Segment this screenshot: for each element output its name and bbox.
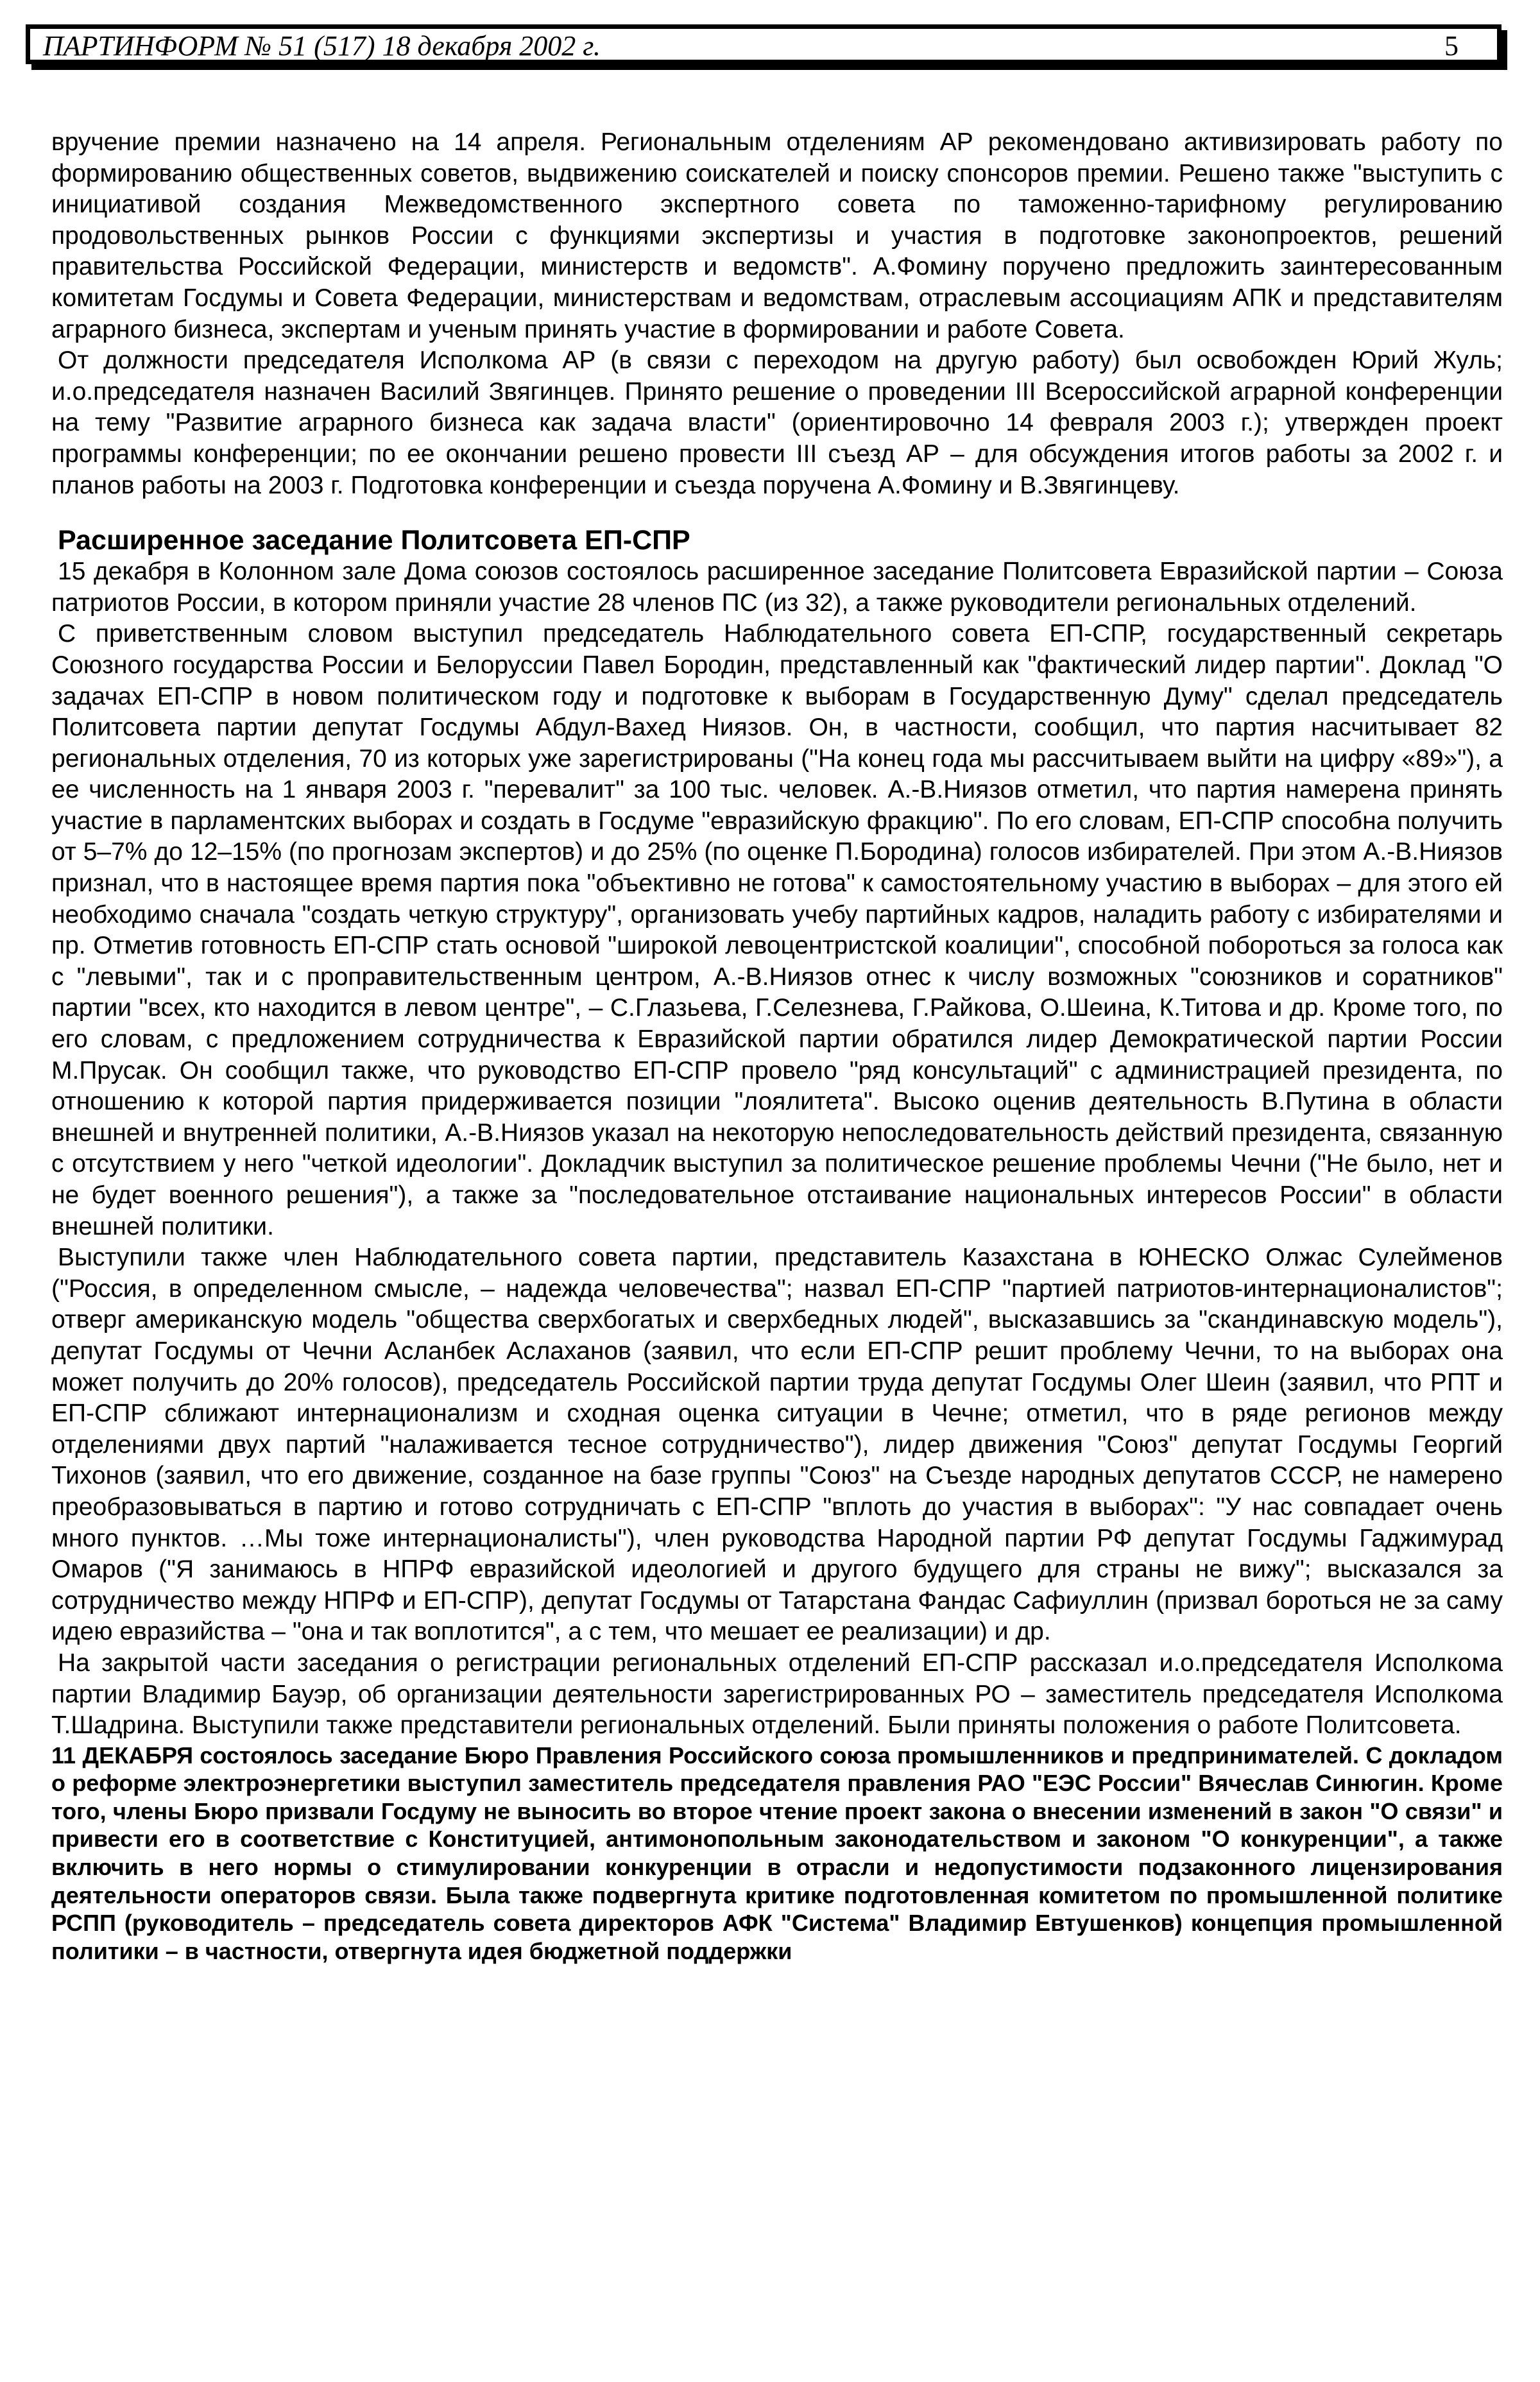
paragraph: От должности председателя Исполкома АР (в связи с переходом на другую работу) был освобожден Юрий Жуль; и.о.председателя назначен Василий Звягинцев. Принято решение о проведении III Всероссийской аграрной конференции на тему "Развитие аграрного бизнеса как задача власти" (ориентировочно 14 февраля 2003 г.); утвержден проект программы конференции; по ее окончании решено провести III съезд АР – для обсуждения итогов работы за 2002 г. и планов работы на 2003 г. Подготовка конференции и съезда поручена А.Фомину и В.Звягинцеву. xyxy=(51,347,1503,499)
page-number: 5 xyxy=(1444,30,1459,62)
paragraph: С приветственным словом выступил председатель Наблюдательного совета ЕП-СПР, государственный секретарь Союзного государства России и Белоруссии Павел Бородин, представленный как "фактический лидер партии". Доклад "О задачах ЕП-СПР в новом политическом году и подготовке к выборам в Государственную Думу" сделал председатель Политсовета партии депутат Госдумы Абдул-Вахед Ниязов. Он, в частности, сообщил, что партия насчитывает 82 региональных отделения, 70 из которых уже зарегистрированы ("На конец года мы рассчитываем выйти на цифру «89»"), а ее численность на 1 января 2003 г. "перевалит" за 100 тыс. человек. А.-В.Ниязов отметил, что партия намерена принять участие в парламентских выборах и создать в Госдуме "евразийскую фракцию". По его словам, ЕП-СПР способна получить от 5–7% до 12–15% (по прогнозам экспертов) и до 25% (по оценке П.Бородина) голосов избирателей. При этом А.-В.Ниязов признал, что в настоящее время партия пока "объективно не готова" к самостоятельному участию в выборах – для этого ей необходимо сначала "создать четкую структуру", организовать учебу партийных кадров, наладить работу с избирателями и пр. Отметив готовность ЕП-СПР стать основой "широкой левоцентристской коалиции", способной побороться за голоса как с "левыми", так и с проправительственным центром, А.-В.Ниязов отнес к числу возможных "союзников и соратников" партии "всех, кто находится в левом центре", – С.Глазьева, Г.Селезнева, Г.Райкова, О.Шеина, К.Титова и др. Кроме того, по его словам, с предложением сотрудничества к Евразийской партии обратился лидер Демократической партии России М.Прусак. Он сообщил также, что руководство ЕП-СПР провело "ряд консультаций" с администрацией президента, по отношению к которой партия придерживается позиции "лоялитета". Высоко оценив деятельность В.Путина в области внешней и внутренней политики, А.-В.Ниязов указал на некоторую непоследовательность действий президента, связанную с отсутствием у него "четкой идеологии". Докладчик выступил за политическое решение проблемы Чечни ("Не было, нет и не будет военного решения"), а также за "последовательное отстаивание национальных интересов России" в области внешней политики. xyxy=(51,620,1503,1240)
paragraph: вручение премии назначено на 14 апреля. Региональным отделениям АР рекомендовано активизировать работу по формированию общественных советов, выдвижению соискателей и поиску спонсоров премии. Решено также "выступить с инициативой создания Межведомственного экспертного совета по таможенно-тарифному регулированию продовольственных рынков России с функциями экспертизы и участия в подготовке законопроектов, решений правительства Российской Федерации, министерств и ведомств". А.Фомину поручено предложить заинтересованным комитетам Госдумы и Совета Федерации, министерствам и ведомствам, отраслевым ассоциациям АПК и представителям аграрного бизнеса, экспертам и ученым принять участие в формировании и работе Совета. xyxy=(51,128,1503,343)
article-body xyxy=(51,127,1503,1965)
page-header xyxy=(26,24,1502,64)
publication-title: ПАРТИНФОРМ № 51 (517) 18 декабря 2002 г. xyxy=(43,30,601,62)
paragraph: Выступили также член Наблюдательного совета партии, представитель Казахстана в ЮНЕСКО Олжас Сулейменов ("Россия, в определенном смысле, – надежда человечества"; назвал ЕП-СПР "партией патриотов-интернационалистов"; отверг американскую модель "общества сверхбогатых и сверхбедных людей", высказавшись за "скандинавскую модель"), депутат Госдумы от Чечни Асланбек Аслаханов (заявил, что если ЕП-СПР решит проблему Чечни, то на выборах она может получить до 20% голосов), председатель Российской партии труда депутат Госдумы Олег Шеин (заявил, что РПТ и ЕП-СПР сближают интернационализм и сходная оценка ситуации в Чечне; отметил, что в ряде регионов между отделениями двух партий "налаживается тесное сотрудничество"), лидер движения "Союз" депутат Госдумы Георгий Тихонов (заявил, что его движение, созданное на базе группы "Союз" на Съезде народных депутатов СССР, не намерено преобразовываться в партию и готово сотрудничать с ЕП-СПР "вплоть до участия в выборах": "У нас совпадает очень много пунктов. …Мы тоже интернационалисты"), член руководства Народной партии РФ депутат Госдумы Гаджимурад Омаров ("Я занимаюсь в НПРФ евразийской идеологией и другого будущего для страны не вижу"; высказался за сотрудничество между НПРФ и ЕП-СПР), депутат Госдумы от Татарстана Фандас Сафиуллин (призвал бороться не за саму идею евразийства – "она и так воплотится", а с тем, что мешает ее реализации) и др. xyxy=(51,1244,1503,1646)
paragraph: 15 декабря в Колонном зале Дома союзов состоялось расширенное заседание Политсовета Евразийской партии – Союза патриотов России, в котором приняли участие 28 членов ПС (из 32), а также руководители региональных отделений. xyxy=(51,558,1503,617)
paragraph: На закрытой части заседания о регистрации региональных отделений ЕП-СПР рассказал и.о.председателя Исполкома партии Владимир Бауэр, об организации деятельности зарегистрированных РО – заместитель председателя Исполкома Т.Шадрина. Выступили также представители региональных отделений. Были приняты положения о работе Политсовета. xyxy=(51,1649,1503,1740)
section-heading: Расширенное заседание Политсовета ЕП-СПР xyxy=(58,525,690,556)
brief-news-item: 11 ДЕКАБРЯ состоялось заседание Бюро Правления Российского союза промышленников и предпринимателей. С докладом о реформе электроэнергетики выступил заместитель председателя правления РАО "ЕЭС России" Вячеслав Синюгин. Кроме того, члены Бюро призвали Госдуму не выносить во второе чтение проект закона о внесении изменений в закон "О связи" и привести его в соответствие с Конституцией, антимонопольным законодательством и законом "О конкуренции", а также включить в него нормы о стимулировании конкуренции в отрасли и недопустимости подзаконного лицензирования деятельности операторов связи. Была также подвергнута критике подготовленная комитетом по промышленной политике РСПП (руководитель – председатель совета директоров АФК "Система" Владимир Евтушенков) концепция промышленной политики – в частности, отвергнута идея бюджетной поддержки xyxy=(51,1742,1503,1964)
